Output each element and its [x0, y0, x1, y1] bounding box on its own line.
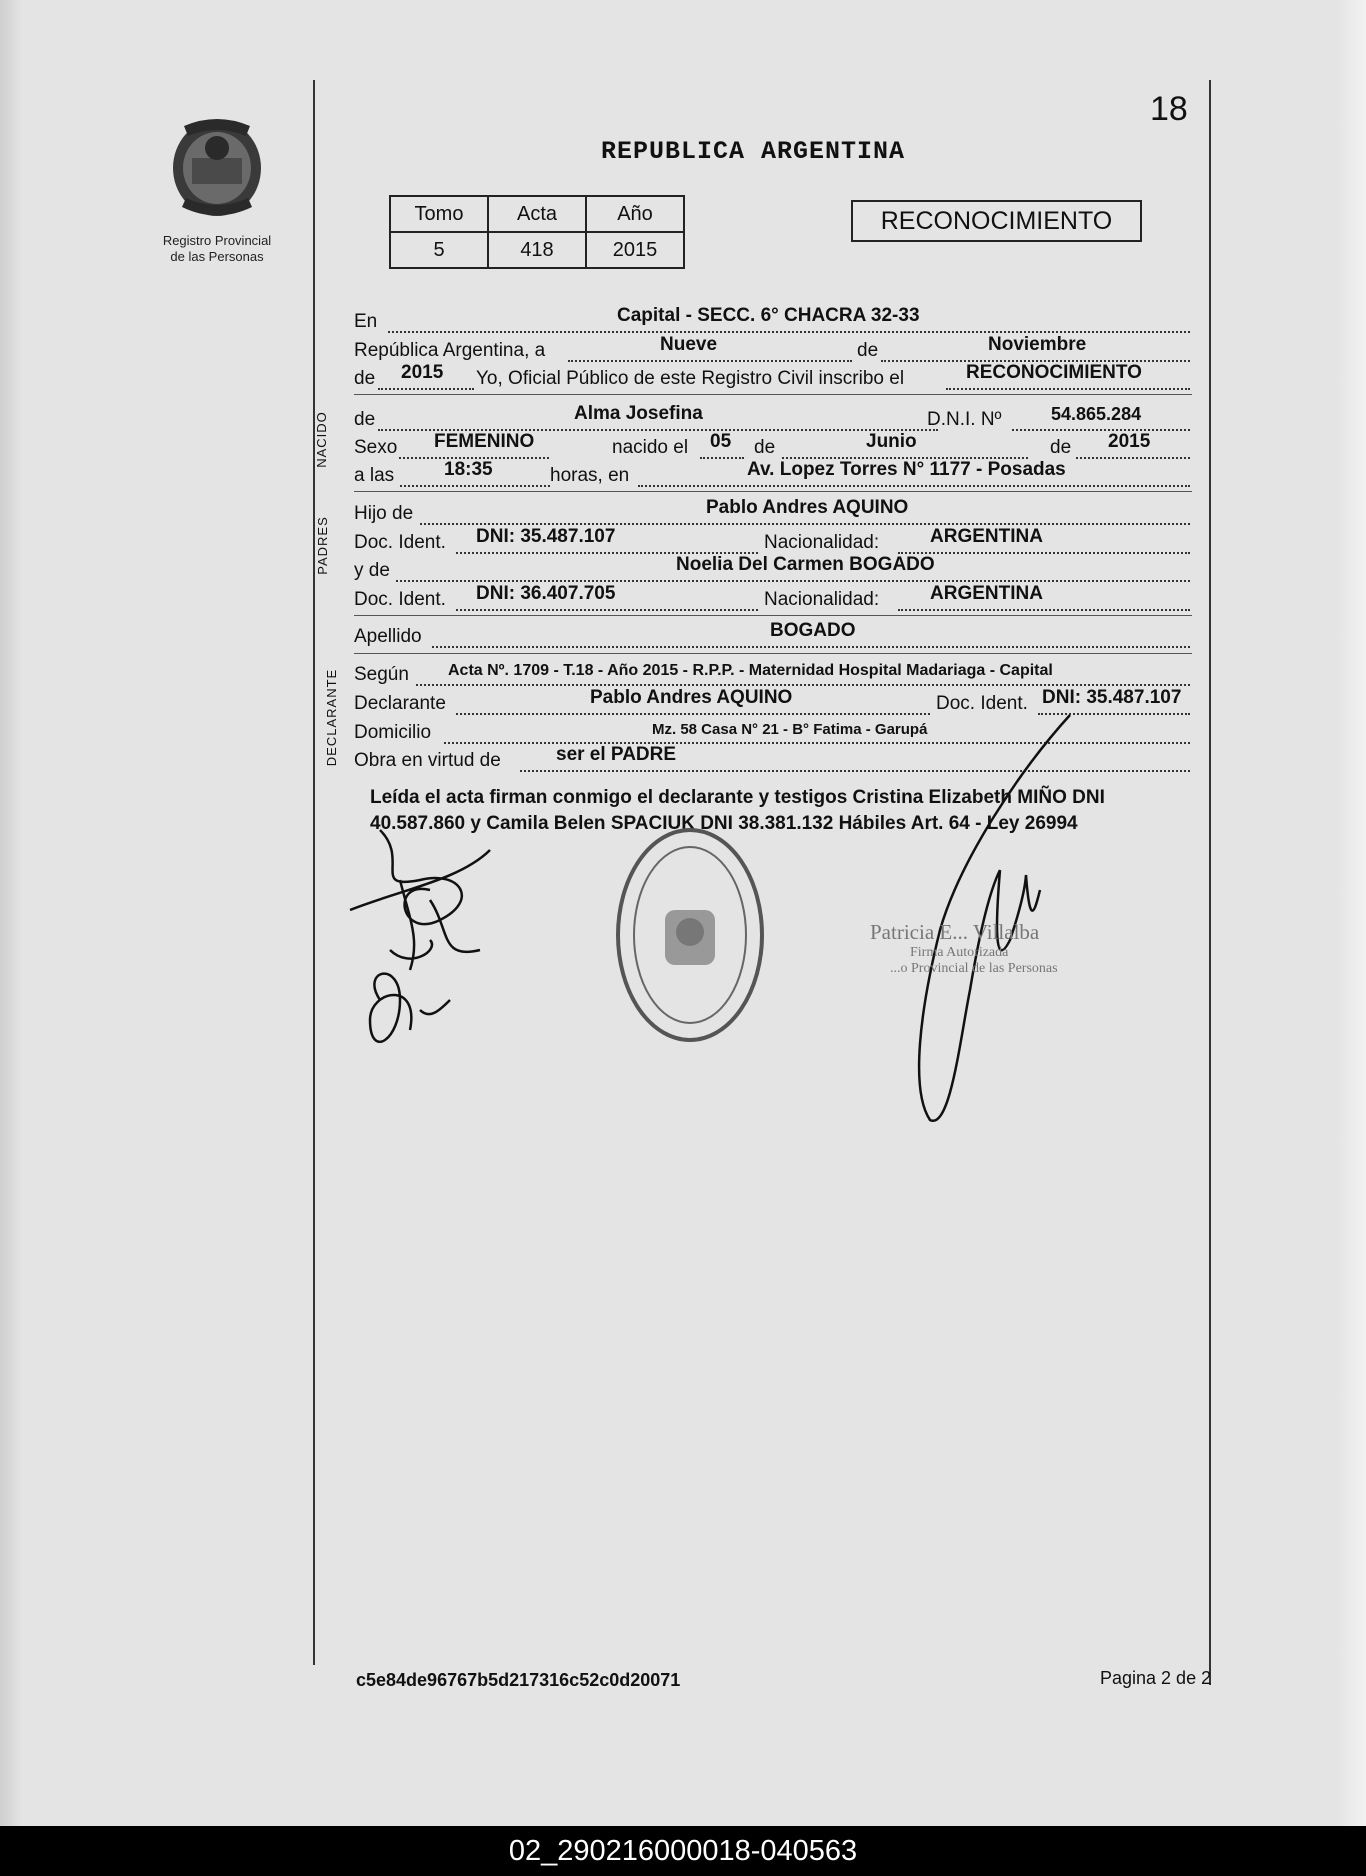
registry-logo — [152, 112, 282, 265]
left-margin-line — [313, 80, 315, 1665]
value-padre: Pablo Andres AQUINO — [706, 497, 909, 518]
row-nombre — [354, 403, 1190, 433]
closing-statement: Leída el acta firman conmigo el declarante y testigos Cristina Elizabeth MIÑO DNI 40.587.860 y Camila Belen SPACIUK DNI 38.381.132 Hábiles Art. 64 - Ley 26994 — [370, 787, 1105, 834]
value-madre-nacionalidad: ARGENTINA — [930, 583, 1043, 604]
row-madre — [354, 554, 1190, 584]
label-de-anio: de — [1050, 437, 1072, 458]
row-hora — [354, 459, 1190, 489]
misiones-coat-of-arms-icon — [162, 112, 272, 222]
label-doc-declarante: Doc. Ident. — [936, 693, 1028, 714]
value-obra: ser el PADRE — [556, 744, 677, 765]
side-label-declarante: DECLARANTE — [324, 668, 340, 767]
book-header-anio: Año — [586, 196, 684, 232]
paper-left-shadow — [0, 0, 22, 1826]
row-segun — [354, 658, 1190, 688]
label-en: En — [354, 311, 378, 332]
label-a-las: a las — [354, 465, 395, 486]
logo-caption-line2: de las Personas — [170, 249, 264, 264]
document-hash: c5e84de96767b5d217316c52c0d20071 — [356, 1670, 681, 1690]
value-mes-nacimiento: Junio — [866, 431, 917, 452]
official-signature-block — [870, 920, 1058, 977]
label-y-de: y de — [354, 560, 390, 581]
label-republica: República Argentina, a — [354, 340, 546, 361]
record-type-box: RECONOCIMIENTO — [851, 200, 1142, 242]
side-label-padres: PADRES — [314, 516, 330, 575]
label-declarante: Declarante — [354, 693, 446, 714]
value-lugar: Capital - SECC. 6° CHACRA 32-33 — [617, 305, 920, 326]
value-hora: 18:35 — [444, 459, 493, 480]
value-nombre: Alma Josefina — [574, 403, 703, 424]
value-madre-doc: DNI: 36.407.705 — [476, 583, 616, 604]
book-header-tomo: Tomo — [390, 196, 488, 232]
label-obra: Obra en virtud de — [354, 750, 501, 771]
label-de-mes: de — [754, 437, 776, 458]
label-de-nombre: de — [354, 409, 376, 430]
label-de: de — [857, 340, 879, 361]
label-dni: D.N.I. Nº — [927, 409, 1002, 430]
value-anio-inscripcion: 2015 — [401, 362, 444, 383]
label-de2: de — [354, 368, 376, 389]
row-lugar — [354, 305, 1190, 335]
official-stamp-icon — [610, 820, 770, 1050]
book-reference-table — [389, 195, 685, 269]
value-declarante: Pablo Andres AQUINO — [590, 687, 793, 708]
value-acto: RECONOCIMIENTO — [966, 362, 1142, 383]
declarant-signature-icon — [340, 820, 520, 1070]
label-nacionalidad-1: Nacionalidad: — [764, 532, 880, 553]
label-horas: horas, en — [550, 465, 630, 486]
label-hijo: Hijo de — [354, 503, 414, 524]
row-fecha-inscripcion — [354, 334, 1190, 364]
value-madre: Noelia Del Carmen BOGADO — [676, 554, 935, 575]
label-nacionalidad-2: Nacionalidad: — [764, 589, 880, 610]
value-padre-nacionalidad: ARGENTINA — [930, 526, 1043, 547]
official-role: Firma Autorizada — [910, 945, 1009, 960]
value-dni: 54.865.284 — [1051, 404, 1142, 424]
label-apellido: Apellido — [354, 626, 422, 647]
official-org: ...o Provincial de las Personas — [890, 961, 1058, 976]
row-sexo — [354, 431, 1190, 461]
row-apellido — [354, 620, 1190, 650]
book-value-acta: 418 — [488, 232, 586, 268]
value-declarante-doc: DNI: 35.487.107 — [1042, 687, 1182, 708]
row-padre — [354, 497, 1190, 527]
value-apellido: BOGADO — [770, 620, 856, 641]
label-doc-ident-2: Doc. Ident. — [354, 589, 446, 610]
section-divider — [354, 653, 1192, 654]
right-margin-line — [1209, 80, 1211, 1685]
section-divider — [354, 491, 1192, 492]
value-anio-nacimiento: 2015 — [1108, 431, 1151, 452]
value-domicilio: Mz. 58 Casa N° 21 - B° Fatima - Garupá — [652, 721, 928, 738]
book-value-tomo: 5 — [390, 232, 488, 268]
folio-number: 18 — [1150, 90, 1188, 128]
page-indicator: Pagina 2 de 2 — [1100, 1668, 1212, 1688]
value-mes-inscripcion: Noviembre — [988, 334, 1087, 355]
value-segun: Acta Nº. 1709 - T.18 - Año 2015 - R.P.P. - Maternidad Hospital Madariaga - Capital — [448, 662, 1053, 679]
row-acto — [354, 362, 1190, 392]
row-madre-doc — [354, 583, 1190, 613]
official-name: Patricia E... Villalba — [870, 920, 1040, 944]
label-domicilio: Domicilio — [354, 722, 432, 743]
value-padre-doc: DNI: 35.487.107 — [476, 526, 616, 547]
label-yo: Yo, Oficial Público de este Registro Civil inscribo el — [476, 368, 905, 389]
section-divider — [354, 615, 1192, 616]
value-sexo: FEMENINO — [434, 431, 535, 452]
label-sexo: Sexo — [354, 437, 398, 458]
document-title: REPUBLICA ARGENTINA — [600, 137, 906, 166]
value-dia-inscripcion: Nueve — [660, 334, 718, 355]
value-dia-nacimiento: 05 — [710, 431, 732, 452]
paper-right-edge — [1336, 0, 1366, 1826]
book-header-acta: Acta — [488, 196, 586, 232]
section-divider — [354, 394, 1192, 395]
label-segun: Según — [354, 664, 409, 685]
logo-caption-line1: Registro Provincial — [162, 233, 272, 248]
book-value-anio: 2015 — [586, 232, 684, 268]
side-label-nacido: NACIDO — [313, 411, 329, 468]
label-doc-ident-1: Doc. Ident. — [354, 532, 446, 553]
value-lugar-nacimiento: Av. Lopez Torres N° 1177 - Posadas — [747, 459, 1066, 480]
row-padre-doc — [354, 526, 1190, 556]
scan-id-label: 02_290216000018-040563 — [0, 1826, 1366, 1876]
label-nacido: nacido el — [612, 437, 689, 458]
